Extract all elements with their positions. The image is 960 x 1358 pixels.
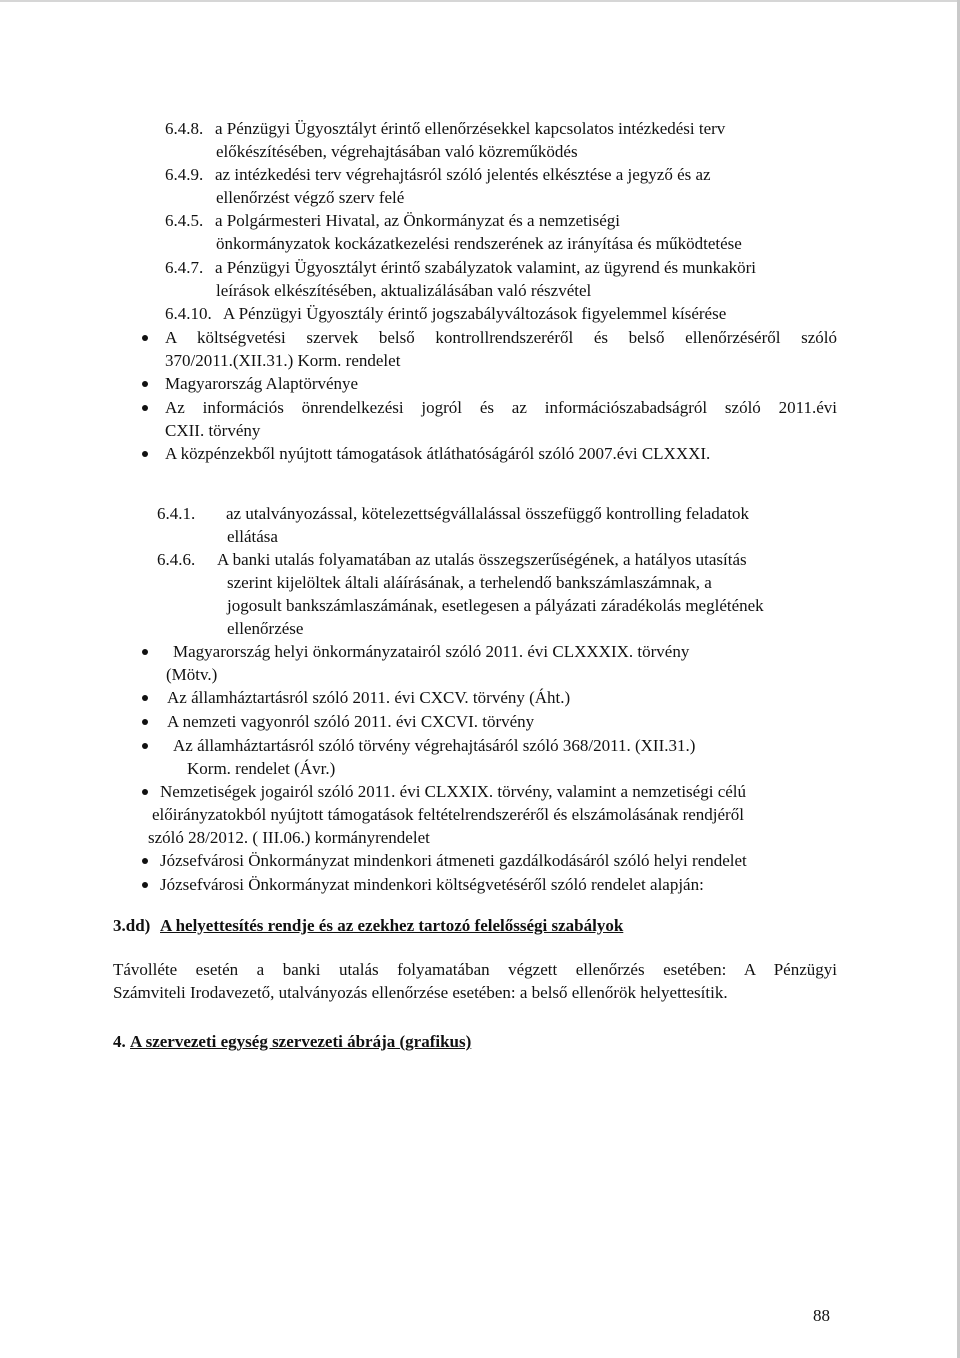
- task-text: szerint kijelöltek általi aláírásának, a terhelendő bankszámlaszámnak, a: [227, 573, 712, 592]
- list-item-text: 370/2011.(XII.31.) Korm. rendelet: [165, 351, 401, 370]
- list-item-text: szóló 28/2012. ( III.06.) kormányrendelet: [148, 828, 430, 847]
- section-number: 3.dd): [113, 916, 151, 935]
- task-number: 6.4.6.: [157, 550, 196, 569]
- task-number: 6.4.5.: [165, 211, 204, 230]
- list-item-text: Nemzetiségek jogairól szóló 2011. évi CLXXIX. törvény, valamint a nemzetiségi célú: [160, 782, 747, 801]
- task-text: jogosult bankszámlaszámának, esetlegesen a pályázati záradékolás meglétének: [227, 596, 764, 615]
- list-item-text: Józsefvárosi Önkormányzat mindenkori költségvetéséről szóló rendelet alapján:: [160, 875, 704, 894]
- paragraph-line: Számviteli Irodavezető, utalványozás ellenőrzése esetében: a belső ellenőrök helyettesítik.: [113, 983, 728, 1002]
- list-item-text: Magyarország Alaptörvénye: [165, 374, 359, 393]
- task-text: ellenőrzése: [227, 619, 304, 638]
- section-title: A szervezeti egység szervezeti ábrája (grafikus): [130, 1032, 472, 1051]
- bullet-icon: [142, 858, 148, 864]
- bullet-icon: [142, 405, 148, 411]
- list-item-text: (Mötv.): [166, 665, 218, 684]
- task-number: 6.4.8.: [165, 119, 204, 138]
- list-item-text: A költségvetési szervek belső kontrollrendszeréről és belső ellenőrzéséről szóló: [165, 328, 837, 347]
- list-item-text: Az államháztartásról szóló törvény végrehajtásáról szóló 368/2011. (XII.31.): [173, 736, 696, 755]
- scan-edge-top: [0, 0, 960, 2]
- task-text: az utalványozással, kötelezettségvállalással összefüggő kontrolling feladatok: [226, 504, 750, 523]
- bullet-icon: [142, 335, 148, 341]
- bullet-icon: [142, 649, 148, 655]
- task-text: önkormányzatok kockázatkezelési rendszerének az irányítása és működtetése: [216, 234, 742, 253]
- list-item-text: Magyarország helyi önkormányzatairól szóló 2011. évi CLXXXIX. törvény: [173, 642, 690, 661]
- task-number: 6.4.9.: [165, 165, 204, 184]
- list-item-text: CXII. törvény: [165, 421, 261, 440]
- task-text: A Pénzügyi Ügyosztály érintő jogszabályváltozások figyelemmel kísérése: [223, 304, 727, 323]
- list-item-text: Józsefvárosi Önkormányzat mindenkori átmeneti gazdálkodásáról szóló helyi rendelet: [160, 851, 747, 870]
- bullet-icon: [142, 789, 148, 795]
- bullet-icon: [142, 381, 148, 387]
- list-item-text: Az államháztartásról szóló 2011. évi CXCV. törvény (Áht.): [167, 688, 571, 707]
- bullet-icon: [142, 719, 148, 725]
- bullet-icon: [142, 451, 148, 457]
- task-text: ellenőrzést végző szerv felé: [216, 188, 405, 207]
- task-text: ellátása: [227, 527, 278, 546]
- list-item-text: A nemzeti vagyonról szóló 2011. évi CXCVI. törvény: [167, 712, 535, 731]
- task-text: a Pénzügyi Ügyosztályt érintő szabályzatok valamint, az ügyrend és munkaköri: [215, 258, 757, 277]
- task-text: az intézkedési terv végrehajtásról szóló jelentés elkésztése a jegyző és az: [215, 165, 711, 184]
- task-text: a Polgármesteri Hivatal, az Önkormányzat és a nemzetiségi: [215, 211, 621, 230]
- task-text: előkészítésében, végrehajtásában való közreműködés: [216, 142, 578, 161]
- task-number: 6.4.10.: [165, 304, 212, 323]
- paragraph-line: Távolléte esetén a banki utalás folyamatában végzett ellenőrzés esetében: A Pénzügyi: [113, 960, 837, 979]
- bullet-icon: [142, 882, 148, 888]
- list-item-text: A közpénzekből nyújtott támogatások átláthatóságáról szóló 2007.évi CLXXXI.: [165, 444, 711, 463]
- list-item-text: Az információs önrendelkezési jogról és az információszabadságról szóló 2011.évi: [165, 398, 837, 417]
- section-number: 4.: [113, 1032, 126, 1051]
- list-item-text: Korm. rendelet (Ávr.): [187, 759, 336, 778]
- page-number: 88: [813, 1306, 830, 1325]
- task-text: leírások elkészítésében, aktualizálásában való részvétel: [216, 281, 592, 300]
- section-title: A helyettesítés rendje és az ezekhez tartozó felelősségi szabályok: [160, 916, 624, 935]
- list-item-text: előirányzatokból nyújtott támogatások feltételrendszeréről és elszámolásának rendjéről: [152, 805, 744, 824]
- task-number: 6.4.7.: [165, 258, 204, 277]
- task-text: a Pénzügyi Ügyosztályt érintő ellenőrzésekkel kapcsolatos intézkedési terv: [215, 119, 726, 138]
- task-number: 6.4.1.: [157, 504, 196, 523]
- task-text: A banki utalás folyamatában az utalás összegszerűségének, a hatályos utasítás: [217, 550, 747, 569]
- bullet-icon: [142, 743, 148, 749]
- bullet-icon: [142, 695, 148, 701]
